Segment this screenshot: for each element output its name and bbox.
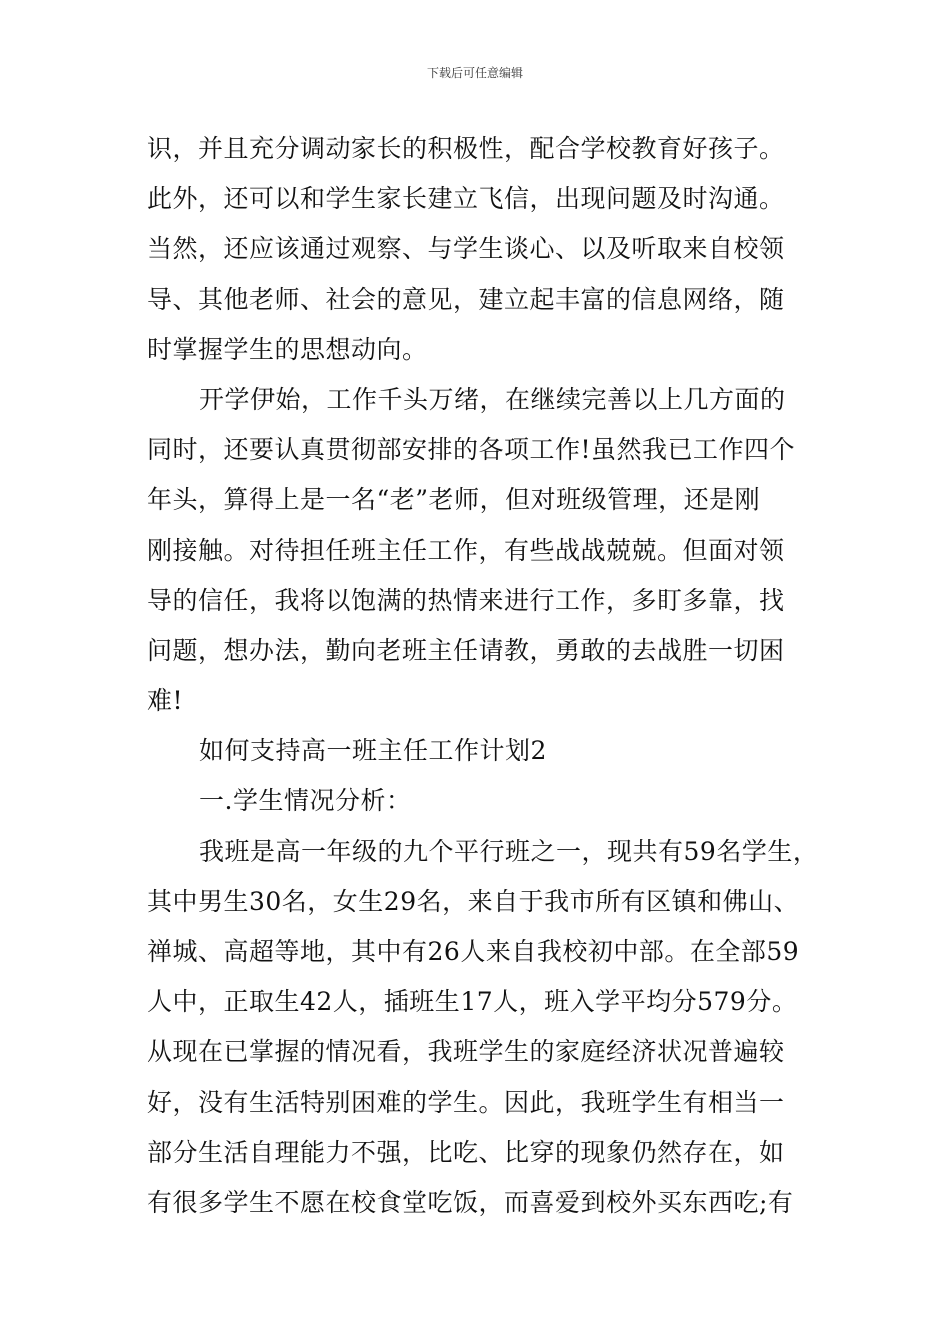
paragraph-start-line: 开学伊始，工作千头万绪，在继续完善以上几方面的 xyxy=(199,384,786,414)
document-body xyxy=(147,124,827,1228)
text-line: 禅城、高超等地，其中有26人来自我校初中部。在全部59 xyxy=(147,937,800,966)
text-line: 人中，正取生42人，插班生17人，班入学平均分579分。 xyxy=(147,987,798,1017)
text-line: 其中男生30名，女生29名，来自于我市所有区镇和佛山、 xyxy=(147,886,800,916)
text-line: 刚接触。对待担任班主任工作，有些战战兢兢。但面对领 xyxy=(147,535,785,565)
text-line: 识，并且充分调动家长的积极性，配合学校教育好孩子。 xyxy=(147,134,785,163)
text-line: 时掌握学生的思想动向。 xyxy=(147,334,428,364)
section-heading: 一.学生情况分析： xyxy=(199,786,412,816)
page-header-note: 下载后可任意编辑 xyxy=(426,66,523,80)
text-line: 有很多学生不愿在校食堂吃饭，而喜爱到校外买东西吃;有 xyxy=(147,1187,794,1217)
text-line: 从现在已掌握的情况看，我班学生的家庭经济状况普遍较 xyxy=(147,1037,785,1067)
text-line: 此外，还可以和学生家长建立飞信，出现问题及时沟通。 xyxy=(147,184,785,214)
text-line: 年头，算得上是一名“老”老师，但对班级管理，还是刚 xyxy=(147,485,761,515)
text-line: 难! xyxy=(147,686,184,716)
text-line: 导、其他老师、社会的意见，建立起丰富的信息网络，随 xyxy=(147,284,785,314)
text-line: 部分生活自理能力不强，比吃、比穿的现象仍然存在，如 xyxy=(147,1137,785,1167)
text-line: 当然，还应该通过观察、与学生谈心、以及听取来自校领 xyxy=(147,234,785,264)
text-line: 问题，想办法，勤向老班主任请教，勇敢的去战胜一切困 xyxy=(147,635,785,665)
paragraph-start-line: 我班是高一年级的九个平行班之一，现共有59名学生， xyxy=(199,836,819,866)
text-line: 同时，还要认真贯彻部安排的各项工作!虽然我已工作四个 xyxy=(147,435,796,465)
text-line: 好，没有生活特别困难的学生。因此，我班学生有相当一 xyxy=(147,1087,785,1117)
section-title: 如何支持高一班主任工作计划2 xyxy=(199,736,547,766)
text-line: 导的信任，我将以饱满的热情来进行工作，多盯多靠，找 xyxy=(147,585,785,615)
